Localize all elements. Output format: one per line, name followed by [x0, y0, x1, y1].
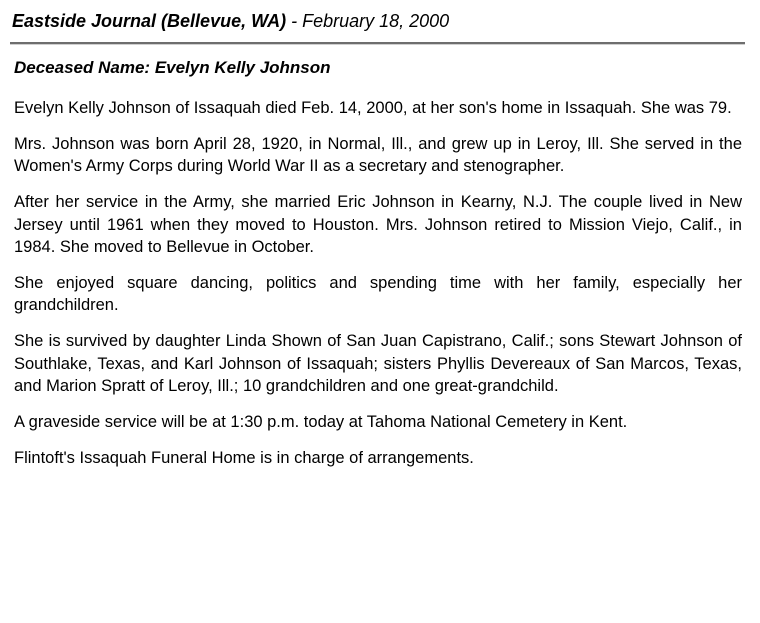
paragraph-marriage: After her service in the Army, she married Eric Johnson in Kearny, N.J. The couple lived in New Jersey until 1961 when they moved to Houston. Mrs. Johnson retired to Mission Viejo, Calif., in 1984. She moved to Bellevue in October. — [14, 193, 742, 257]
deceased-label: Deceased Name: — [14, 58, 151, 77]
header-separator: - — [286, 11, 303, 31]
paragraph-arrangements: Flintoft's Issaquah Funeral Home is in charge of arrangements. — [14, 448, 474, 467]
paragraph-service: A graveside service will be at 1:30 p.m. today at Tahoma National Cemetery in Kent. — [14, 412, 628, 431]
deceased-heading — [14, 56, 331, 80]
paragraph-death-notice: Evelyn Kelly Johnson of Issaquah died Feb. 14, 2000, at her son's home in Issaquah. She was 79. — [14, 99, 732, 117]
obituary-body — [14, 97, 742, 483]
paragraph-early-life: Mrs. Johnson was born April 28, 1920, in Normal, Ill., and grew up in Leroy, Ill. She served in the Women's Army Corps during World War II as a secretary and stenographer. — [14, 134, 742, 176]
header-divider — [10, 42, 745, 45]
paragraph-interests: She enjoyed square dancing, politics and spending time with her family, especially her grandchildren. — [14, 273, 742, 315]
deceased-name: Evelyn Kelly Johnson — [154, 58, 331, 77]
publication-name: Eastside Journal (Bellevue, WA) — [12, 11, 287, 31]
publication-date: February 18, 2000 — [302, 11, 450, 31]
paragraph-survivors: She is survived by daughter Linda Shown of San Juan Capistrano, Calif.; sons Stewart Johnson of Southlake, Texas, and Karl Johnson of Issaquah; sisters Phyllis Devereaux of San Marcos, Texas, and Marion Spratt of Leroy, Ill.; 10 grandchildren and one great-grandchild. — [14, 332, 742, 396]
article-header — [12, 8, 449, 34]
